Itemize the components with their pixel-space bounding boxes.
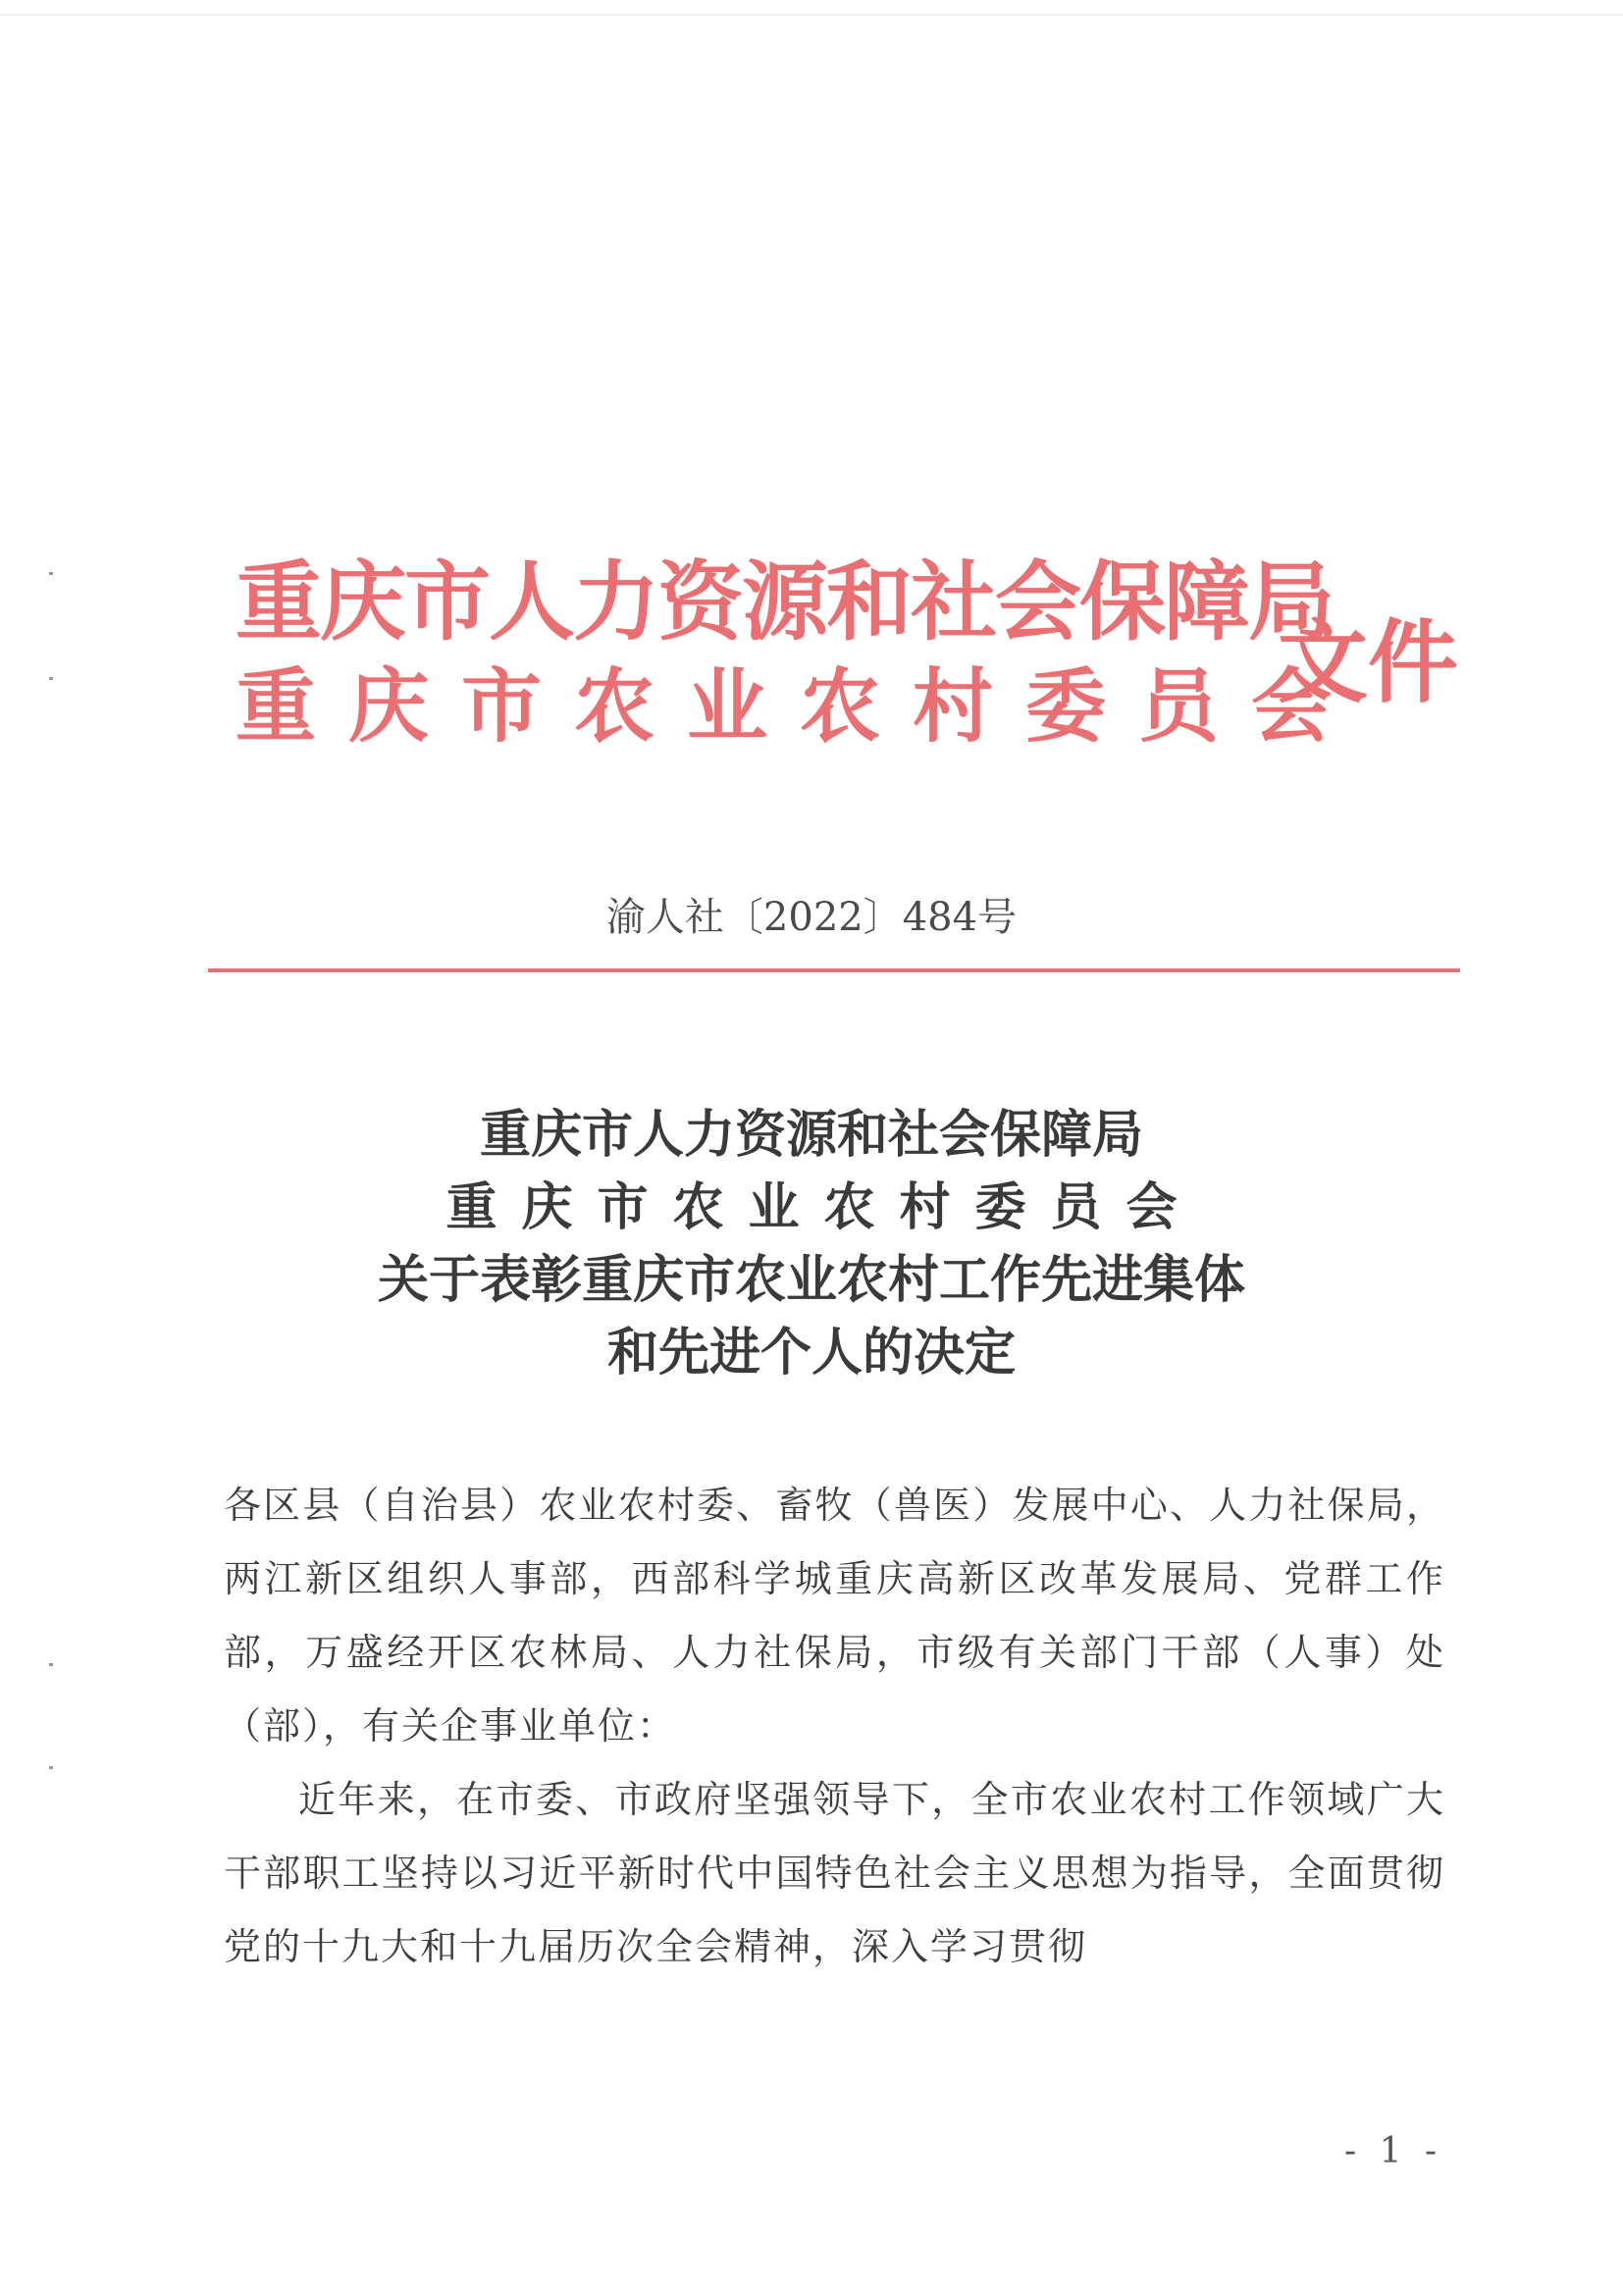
document-title <box>0 1099 1623 1389</box>
title-line-4: 和先进个人的决定 <box>606 1324 1016 1383</box>
page-number: - 1 - <box>1344 2131 1443 2171</box>
title-line-2: 重庆市农业农村委员会 <box>445 1178 1202 1237</box>
title-line-3: 关于表彰重庆市农业农村工作先进集体 <box>377 1251 1245 1310</box>
red-separator-line <box>208 968 1460 972</box>
body-paragraph: 近年来，在市委、市政府坚强领导下，全市农业农村工作领域广大干部职工坚持以习近平新时代中国特色社会主义思想为指导，全面贯彻党的十九大和十九届历次全会精神，深入学习贯彻 <box>224 1778 1445 1968</box>
document-body <box>224 1469 1445 1984</box>
masthead-org-1: 重庆市人力资源和社会保障局 <box>236 551 1334 652</box>
addressee-paragraph: 各区县（自治县）农业农村委、畜牧（兽医）发展中心、人力社保局，两江新区组织人事部，西部科学城重庆高新区改革发展局、党群工作部，万盛经开区农林局、人力社保局，市级有关部门干部（人事）处（部），有关企事业单位： <box>224 1484 1445 1748</box>
margin-mark <box>49 1663 53 1666</box>
masthead-org-2: 重庆市农业农村委员会 <box>236 660 1365 754</box>
margin-mark <box>49 572 53 575</box>
masthead-suffix: 文件 <box>1278 610 1459 715</box>
margin-mark <box>49 677 53 680</box>
margin-mark <box>49 1766 53 1769</box>
red-masthead <box>236 551 1459 765</box>
title-line-1: 重庆市人力资源和社会保障局 <box>479 1106 1143 1165</box>
top-edge-line <box>0 14 1623 16</box>
document-number: 渝人社〔2022〕484号 <box>605 895 1018 940</box>
